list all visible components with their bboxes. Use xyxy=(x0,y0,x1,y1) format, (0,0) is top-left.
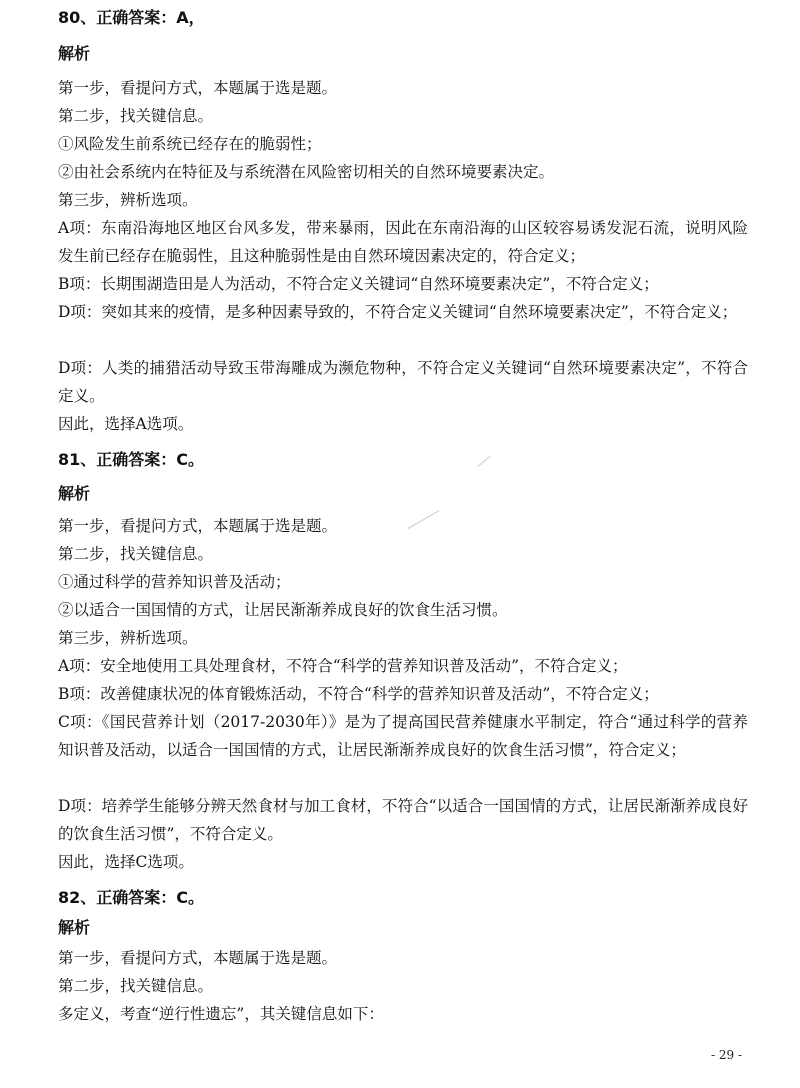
q81-option-c: C项：《国民营养计划（2017-2030年）》是为了提高国民营养健康水平制定，符合“通过科学的营养知识普及活动，以适合一国国情的方式，让居民渐渐养成良好的饮食生活习惯”，符合定义； xyxy=(58,713,748,759)
q81-option-d: D项：培养学生能够分辨天然食材与加工食材，不符合“以适合一国国情的方式，让居民渐渐养成良好的饮食生活习惯”，不符合定义。 xyxy=(58,797,748,843)
q80-step1: 第一步，看提问方式，本题属于选是题。 xyxy=(58,79,338,97)
q81-step1: 第一步，看提问方式，本题属于选是题。 xyxy=(58,517,338,535)
q82-key-info-intro: 多定义，考查“逆行性遗忘”，其关键信息如下： xyxy=(58,1005,384,1023)
q82-answer-heading: 82、正确答案：C。 xyxy=(58,888,205,907)
q80-conclusion: 因此，选择A选项。 xyxy=(58,415,194,433)
q80-step2: 第二步，找关键信息。 xyxy=(58,107,214,125)
q80-analysis-label: 解析 xyxy=(58,44,91,63)
q82-step1: 第一步，看提问方式，本题属于选是题。 xyxy=(58,949,338,967)
q80-option-a: A项：东南沿海地区地区台风多发，带来暴雨，因此在东南沿海的山区较容易诱发泥石流，说明风险发生前已经存在脆弱性，且这种脆弱性是由自然环境因素决定的，符合定义； xyxy=(58,219,748,265)
q80-step3: 第三步，辨析选项。 xyxy=(58,191,198,209)
q81-option-a: A项：安全地使用工具处理食材，不符合“科学的营养知识普及活动”，不符合定义； xyxy=(58,657,628,675)
q81-analysis-label: 解析 xyxy=(58,484,91,503)
q80-answer-heading: 80、正确答案：A， xyxy=(58,8,205,27)
q81-step3: 第三步，辨析选项。 xyxy=(58,629,198,647)
q81-answer-heading: 81、正确答案：C。 xyxy=(58,450,205,469)
q81-key1: ①通过科学的营养知识普及活动； xyxy=(58,573,291,591)
q80-key1: ①风险发生前系统已经存在的脆弱性； xyxy=(58,135,322,153)
q81-key2: ②以适合一国国情的方式，让居民渐渐养成良好的饮食生活习惯。 xyxy=(58,601,508,619)
q80-option-d2: D项：人类的捕猎活动导致玉带海雕成为濒危物种，不符合定义关键词“自然环境要素决定”，不符合定义。 xyxy=(58,359,748,405)
q82-step2: 第二步，找关键信息。 xyxy=(58,977,214,995)
q80-option-b: B项：长期围湖造田是人为活动，不符合定义关键词“自然环境要素决定”，不符合定义； xyxy=(58,275,659,293)
page-number: - 29 - xyxy=(710,1048,742,1062)
q81-step2: 第二步，找关键信息。 xyxy=(58,545,214,563)
q80-key2: ②由社会系统内在特征及与系统潜在风险密切相关的自然环境要素决定。 xyxy=(58,163,555,181)
q80-option-d1: D项：突如其来的疫情，是多种因素导致的，不符合定义关键词“自然环境要素决定”，不符合定义； xyxy=(58,303,738,321)
q82-analysis-label: 解析 xyxy=(58,918,91,937)
q81-conclusion: 因此，选择C选项。 xyxy=(58,853,194,871)
q81-option-b: B项：改善健康状况的体育锻炼活动，不符合“科学的营养知识普及活动”，不符合定义； xyxy=(58,685,659,703)
